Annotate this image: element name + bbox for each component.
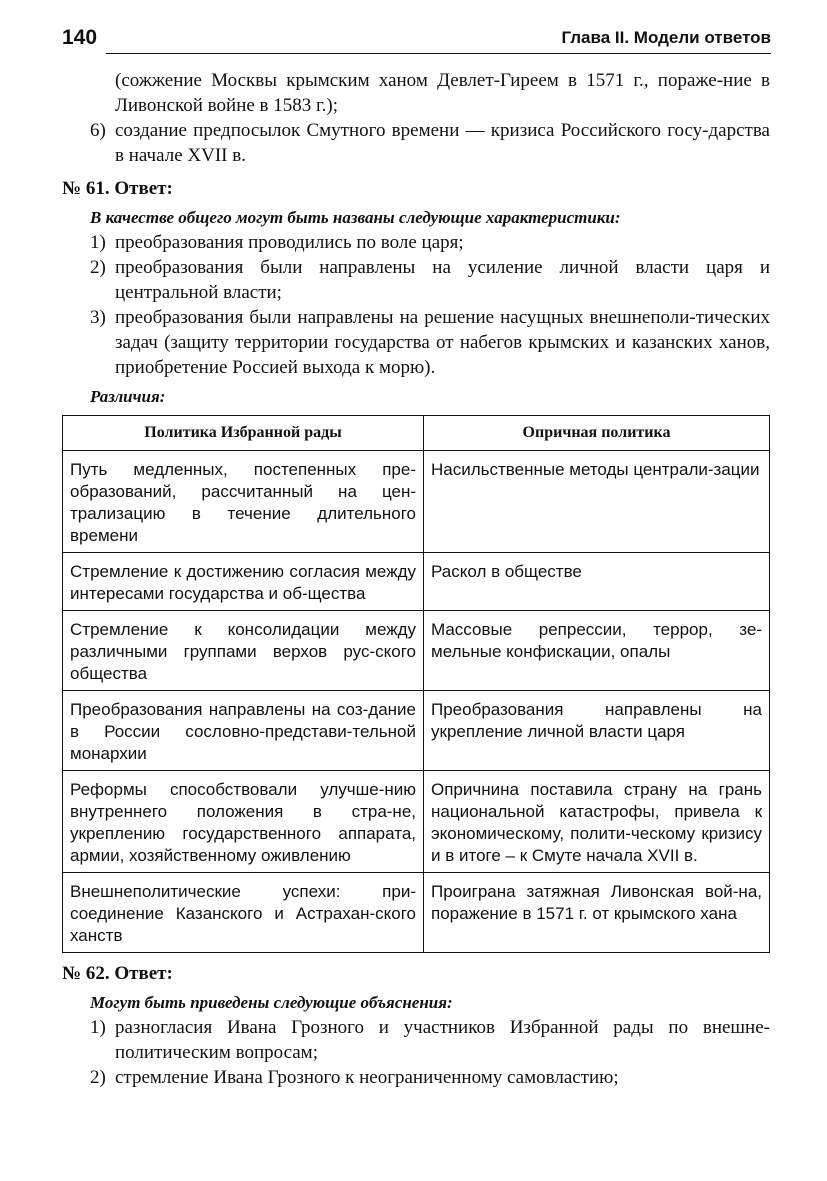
table-cell: Реформы способствовали улучше-нию внутреннего положения в стра-не, укреплению государственного аппарата, армии, хозяйственному оживлению (63, 771, 424, 873)
answer-61-heading: № 61. Ответ: (62, 178, 173, 199)
list-item-text: преобразования проводились по воле царя; (115, 232, 464, 253)
table-cell: Внешнеполитические успехи: при-соединение Казанского и Астрахан-ского ханств (63, 873, 424, 953)
table-cell: Проиграна затяжная Ливонская вой-на, поражение в 1571 г. от крымского хана (424, 873, 770, 953)
page-header (62, 26, 771, 54)
comparison-table (62, 415, 770, 953)
list-marker: 2) (90, 1067, 106, 1088)
differences-label: Различия: (90, 387, 166, 406)
explanations-label: Могут быть приведены следующие объяснения: (90, 993, 453, 1012)
list-item (62, 118, 770, 168)
list-marker: 6) (90, 120, 106, 141)
table-header-row (63, 416, 770, 451)
common-list (62, 230, 770, 380)
common-label: В качестве общего могут быть названы следующие характеристики: (90, 208, 621, 227)
table-cell: Опричнина поставила страну на грань национальной катастрофы, привела к экономическому, полити-ческому кризису и в итоге – к Смуте начала XVII в. (424, 771, 770, 873)
list-marker: 1) (90, 1017, 106, 1038)
list-item-text: разногласия Ивана Грозного и участников Избранной рады по внешне-политическим вопросам; (115, 1017, 770, 1063)
table-row (63, 873, 770, 953)
table-row (63, 553, 770, 611)
column-header: Политика Избранной рады (63, 416, 424, 451)
table-cell: Массовые репрессии, террор, зе-мельные конфискации, опалы (424, 611, 770, 691)
table-row (63, 451, 770, 553)
table-cell: Насильственные методы централи-зации (424, 451, 770, 553)
table-cell: Преобразования направлены на укрепление личной власти царя (424, 691, 770, 771)
list-item-text: преобразования были направлены на усиление личной власти царя и центральной власти; (115, 257, 770, 303)
header-rule (106, 53, 771, 54)
explanations-list (62, 1015, 770, 1090)
page-body (62, 68, 770, 1090)
column-header: Опричная политика (424, 416, 770, 451)
table-cell: Стремление к достижению согласия между интересами государства и об-щества (63, 553, 424, 611)
list-marker: 2) (90, 257, 106, 278)
list-marker: 3) (90, 307, 106, 328)
list-item-text: преобразования были направлены на решение насущных внешнеполи-тических задач (защиту территории государства от набегов крымских и казанских ханов, приобретение Россией выхода к морю). (115, 307, 770, 378)
table-row (63, 611, 770, 691)
list-item (62, 1015, 770, 1065)
chapter-title: Глава II. Модели ответов (561, 28, 771, 47)
table-cell: Преобразования направлены на соз-дание в России сословно-представи-тельной монархии (63, 691, 424, 771)
list-item (62, 305, 770, 380)
list-item-text: создание предпосылок Смутного времени — кризиса Российского госу-дарства в начале XVII в. (115, 120, 770, 166)
prev-item-continuation: (сожжение Москвы крымским ханом Девлет-Гиреем в 1571 г., пораже-ние в Ливонской войне в 1583 г.); (115, 70, 770, 116)
answer-62-heading: № 62. Ответ: (62, 963, 173, 984)
list-item (62, 255, 770, 305)
table-row (63, 771, 770, 873)
list-item-text: стремление Ивана Грозного к неограниченному самовластию; (115, 1067, 619, 1088)
table-cell: Путь медленных, постепенных пре-образований, рассчитанный на цен-трализацию в течение длительного времени (63, 451, 424, 553)
page-number: 140 (62, 26, 98, 49)
table-row (63, 691, 770, 771)
table-cell: Стремление к консолидации между различными группами верхов рус-ского общества (63, 611, 424, 691)
list-marker: 1) (90, 232, 106, 253)
table-cell: Раскол в обществе (424, 553, 770, 611)
list-item (62, 1065, 770, 1090)
list-item (62, 230, 770, 255)
